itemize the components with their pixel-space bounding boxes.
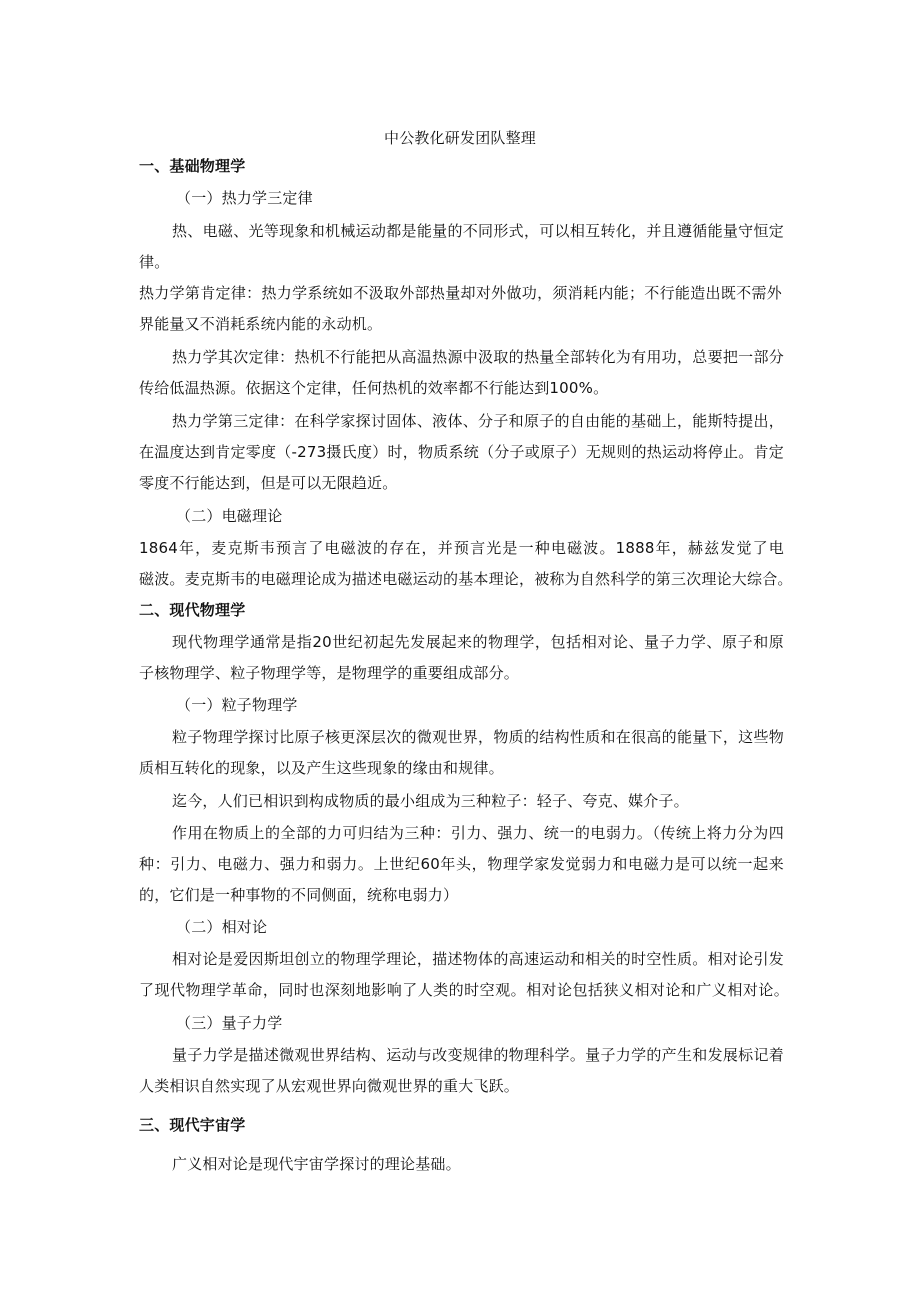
paragraph-line: 热力学第三定律：在科学家探讨固体、液体、分子和原子的自由能的基础上，能斯特提出， — [172, 412, 784, 430]
paragraph-line: 磁波。麦克斯韦的电磁理论成为描述电磁运动的基本理论，被称为自然科学的第三次理论大综合。 — [139, 570, 793, 588]
subheading-particle-physics: （一）粒子物理学 — [176, 696, 298, 714]
paragraph-line: 相对论是爱因斯坦创立的物理学理论，描述物体的高速运动和相关的时空性质。相对论引发 — [172, 950, 784, 968]
paragraph-line: 热力学第肯定律：热力学系统如不汲取外部热量却对外做功，须消耗内能；不行能造出既不需外 — [139, 284, 782, 302]
section-heading-1: 一、基础物理学 — [139, 157, 246, 175]
paragraph-line: 广义相对论是现代宇宙学探讨的理论基础。 — [172, 1155, 461, 1173]
section-heading-3: 三、现代宇宙学 — [139, 1116, 246, 1134]
paragraph-line: 质相互转化的现象，以及产生这些现象的缘由和规律。 — [139, 759, 504, 777]
paragraph-line: 在温度达到肯定零度（-273摄氏度）时，物质系统（分子或原子）无规则的热运动将停止。肯定 — [139, 443, 784, 461]
paragraph-line: 零度不行能达到，但是可以无限趋近。 — [139, 474, 398, 492]
page-title: 中公教化研发团队整理 — [384, 129, 537, 147]
paragraph-line: 迄今，人们已相识到构成物质的最小组成为三种粒子：轻子、夸克、媒介子。 — [172, 792, 689, 810]
paragraph-line: 粒子物理学探讨比原子核更深层次的微观世界，物质的结构性质和在很高的能量下，这些物 — [172, 728, 784, 746]
paragraph-line: 热、电磁、光等现象和机械运动都是能量的不同形式，可以相互转化，并且遵循能量守恒定 — [172, 222, 784, 240]
subheading-thermodynamics: （一）热力学三定律 — [176, 189, 313, 207]
section-heading-2: 二、现代物理学 — [139, 601, 246, 619]
paragraph-line: 了现代物理学革命，同时也深刻地影响了人类的时空观。相对论包括狭义相对论和广义相对论。 — [139, 981, 789, 999]
paragraph-line: 律。 — [139, 253, 170, 271]
paragraph-line: 量子力学是描述微观世界结构、运动与改变规律的物理科学。量子力学的产生和发展标记着 — [172, 1046, 784, 1064]
paragraph-line: 1864年，麦克斯韦预言了电磁波的存在，并预言光是一种电磁波。1888年，赫兹发觉了电 — [139, 539, 784, 557]
paragraph-line: 的，它们是一种事物的不同侧面，统称电弱力） — [139, 886, 459, 904]
paragraph-line: 作用在物质上的全部的力可归结为三种：引力、强力、统一的电弱力。（传统上将力分为四 — [172, 824, 784, 842]
paragraph-line: 子核物理学、粒子物理学等，是物理学的重要组成部分。 — [139, 664, 520, 682]
paragraph-line: 热力学其次定律：热机不行能把从高温热源中汲取的热量全部转化为有用功，总要把一部分 — [172, 348, 784, 366]
paragraph-line: 传给低温热源。依据这个定律，任何热机的效率都不行能达到100%。 — [139, 379, 609, 397]
paragraph-line: 现代物理学通常是指20世纪初起先发展起来的物理学，包括相对论、量子力学、原子和原 — [172, 633, 784, 651]
subheading-relativity: （二）相对论 — [176, 918, 268, 936]
subheading-quantum-mechanics: （三）量子力学 — [176, 1014, 283, 1032]
paragraph-line: 种：引力、电磁力、强力和弱力。上世纪60年头，物理学家发觉弱力和电磁力是可以统一起来 — [139, 855, 784, 873]
paragraph-line: 人类相识自然实现了从宏观世界向微观世界的重大飞跃。 — [139, 1077, 520, 1095]
paragraph-line: 界能量又不消耗系统内能的永动机。 — [139, 315, 383, 333]
subheading-electromagnetism: （二）电磁理论 — [176, 507, 283, 525]
